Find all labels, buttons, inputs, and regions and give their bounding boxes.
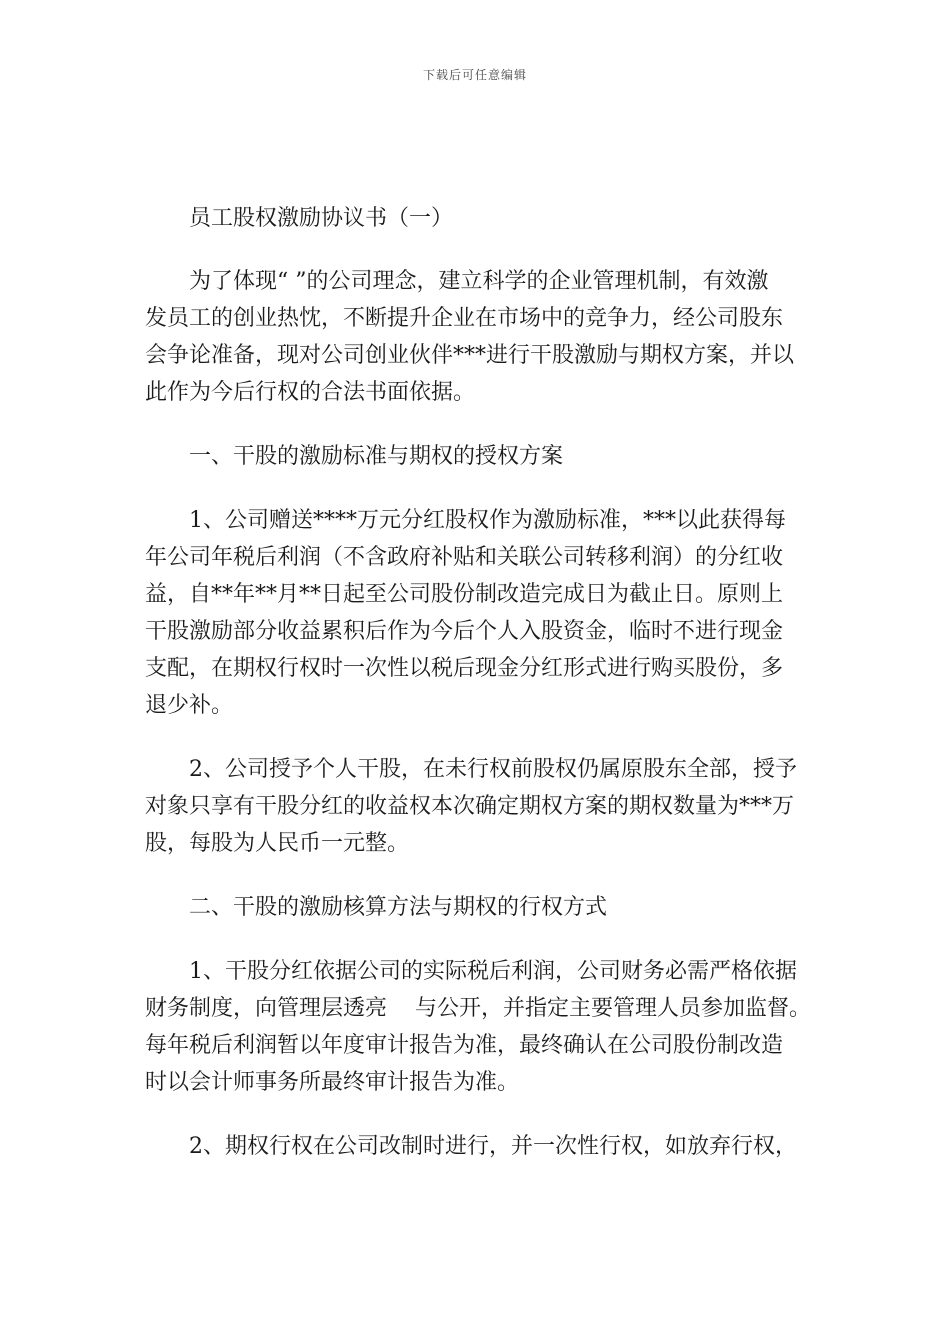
- intro-line: 为了体现“ ”的公司理念，建立科学的企业管理机制，有效激: [189, 269, 769, 294]
- paragraph-line: 益，自**年**月**日起至公司股份制改造完成日为截止日。原则上: [145, 582, 784, 607]
- header-note: 下载后可任意编辑: [422, 68, 527, 82]
- intro-paragraph: [145, 263, 810, 411]
- paragraph-line: 时以会计师事务所最终审计报告为准。: [145, 1070, 520, 1095]
- section1-item1-paragraph: [145, 502, 810, 724]
- paragraph-line: 干股激励部分收益累积后作为今后个人入股资金，临时不进行现金: [145, 619, 784, 644]
- paragraph-line: 1、公司赠送****万元分红股权作为激励标准，***以此获得每: [189, 508, 786, 533]
- section-heading-2: 二、干股的激励核算方法与期权的行权方式: [189, 895, 608, 920]
- document-title: 员工股权激励协议书（一）: [189, 206, 454, 231]
- paragraph-line: 2、公司授予个人干股，在未行权前股权仍属原股东全部，授予: [189, 757, 797, 782]
- paragraph-line: 支配，在期权行权时一次性以税后现金分红形式进行购买股份，多: [145, 656, 784, 681]
- section2-item1-paragraph: [145, 953, 810, 1101]
- document-body: [145, 200, 810, 1165]
- paragraph-line: 年公司年税后利润（不含政府补贴和关联公司转移利润）的分红收: [145, 545, 784, 570]
- paragraph-line: 2、期权行权在公司改制时进行，并一次性行权，如放弃行权，: [189, 1134, 797, 1159]
- paragraph-line: 退少补。: [145, 693, 234, 718]
- paragraph-line: 每年税后利润暂以年度审计报告为准，最终确认在公司股份制改造: [145, 1033, 784, 1058]
- paragraph-line: 财务制度，向管理层透亮 与公开，并指定主要管理人员参加监督。: [145, 996, 811, 1021]
- paragraph-line: 1、干股分红依据公司的实际税后利润，公司财务必需严格依据: [189, 959, 797, 984]
- section2-item2-paragraph: [145, 1128, 810, 1165]
- paragraph-line: 股，每股为人民币一元整。: [145, 831, 410, 856]
- intro-line: 会争论准备，现对公司创业伙伴***进行干股激励与期权方案，并以: [145, 343, 795, 368]
- section1-item2-paragraph: [145, 751, 810, 862]
- section-heading-1: 一、干股的激励标准与期权的授权方案: [189, 444, 564, 469]
- paragraph-line: 对象只享有干股分红的收益权本次确定期权方案的期权数量为***万: [145, 794, 795, 819]
- intro-line: 此作为今后行权的合法书面依据。: [145, 380, 476, 405]
- intro-line: 发员工的创业热忱，不断提升企业在市场中的竞争力，经公司股东: [145, 306, 784, 331]
